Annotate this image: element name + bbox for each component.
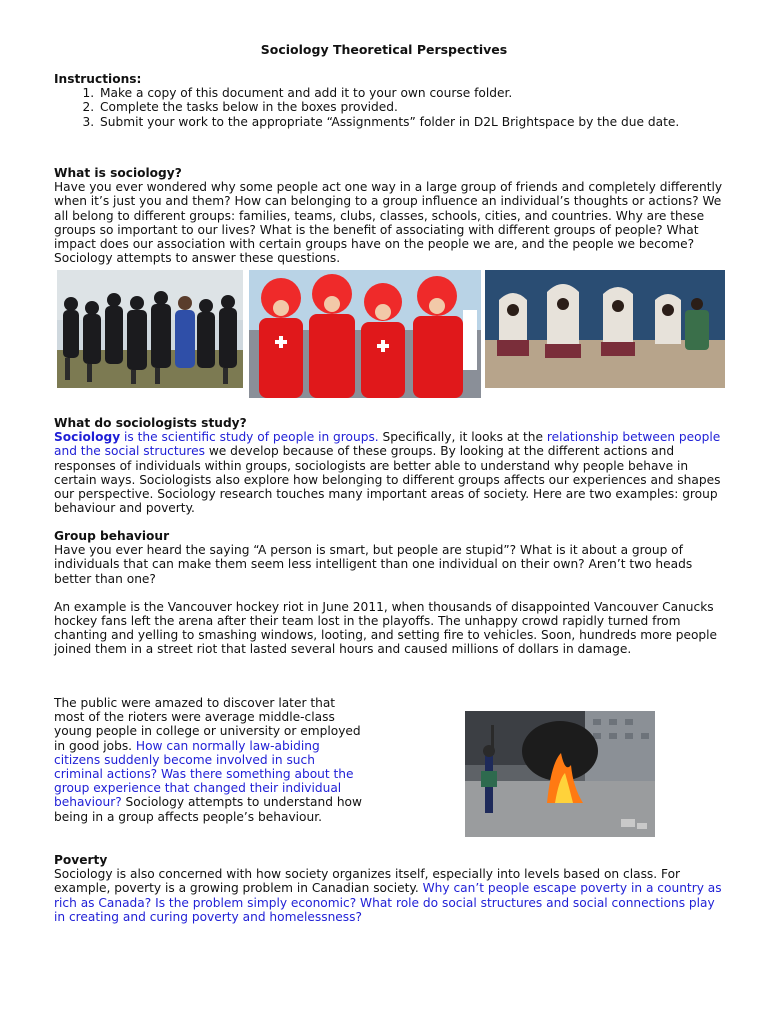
instruction-item: 2. Complete the tasks below in the boxes provided. xyxy=(98,100,726,114)
what-is-sociology-heading: What is sociology? xyxy=(54,166,182,180)
what-do-sociologists-study-section xyxy=(54,416,726,515)
poverty-text xyxy=(54,867,726,924)
seated-women-photo xyxy=(485,270,725,388)
sociology-term: Sociology xyxy=(54,430,121,445)
sociology-definition: is the scientific study of people in groups. xyxy=(120,430,379,445)
group-behaviour-heading: Group behaviour xyxy=(54,529,170,543)
poverty-question: Why can’t people escape poverty in a country as rich as Canada? Is the problem simply economic? What role do social structures and social connections play in creating and curing poverty and homelessness? xyxy=(54,881,722,924)
what-do-sociologists-study-text xyxy=(54,430,726,515)
study-text-part: we develop because of these groups. By looking at the different actions and responses of individuals within groups, sociologists are better able to understand why people behave in certain ways. Sociologists also explore how belonging to different groups affects our experiences and shapes our perspective. Sociology research touches many important areas of society. Here are two examples: group behaviour and poverty. xyxy=(54,444,721,516)
riot-text-start: The public were amazed to discover later that most of the rioters were average middle-class young people in college or university or employed in good jobs. xyxy=(54,696,361,753)
poverty-heading: Poverty xyxy=(54,853,108,867)
group-behaviour-paragraph-2: An example is the Vancouver hockey riot in June 2011, when thousands of disappointed Vancouver Canucks hockey fans left the arena after their team lost in the playoffs. The unhappy crowd rapidly turned from chanting and yelling to smashing windows, looting, and setting fire to vehicles. Soon, hundreds more people joined them in a street riot that lasted several hours and caused millions of dollars in damage. xyxy=(54,599,718,657)
document-title: Sociology Theoretical Perspectives xyxy=(260,42,508,57)
instruction-item: 1. Make a copy of this document and add it to your own course folder. xyxy=(98,86,726,100)
instructions-list xyxy=(54,86,726,129)
riot-question: How can normally law-abiding citizens suddenly become involved in such criminal actions? Was there something about the group experience that changed their individual behaviour? xyxy=(54,738,354,810)
riot-text-end: Sociology attempts to understand how being in a group affects people’s behaviour. xyxy=(54,795,362,824)
group-of-men-photo xyxy=(57,270,243,388)
what-do-sociologists-study-heading: What do sociologists study? xyxy=(54,416,247,430)
what-is-sociology-text: Have you ever wondered why some people act one way in a large group of friends and completely differently when it’s just you and them? How can belonging to a group influence an individual’s thoughts or actions? We all belong to different groups: families, teams, clubs, classes, schools, cities, and countries. Why are these groups so important to our lives? What is the benefit of associating with different groups of people? What impact does our association with certain groups have on the people we are, and the people we become? Sociology attempts to answer these questions. xyxy=(54,180,723,266)
riot-text xyxy=(54,696,364,824)
instructions-section xyxy=(54,72,726,129)
group-behaviour-section xyxy=(54,529,726,657)
relationship-highlight: relationship between people and the social structures xyxy=(54,430,721,459)
poverty-text-start: Sociology is also concerned with how society organizes itself, especially into levels based on class. For example, poverty is a growing problem in Canadian society. xyxy=(54,867,681,896)
instructions-heading: Instructions: xyxy=(54,72,142,86)
group-behaviour-paragraph-1: Have you ever heard the saying “A person is smart, but people are stupid”? What is it about a group of individuals that can make them seem less intelligent than one individual on their own? Aren’t two heads better than one? xyxy=(54,543,693,586)
hockey-riot-photo xyxy=(465,711,655,837)
poverty-section xyxy=(54,853,726,924)
what-is-sociology-section xyxy=(54,166,726,265)
riot-paragraph xyxy=(54,696,364,824)
study-text-part: Specifically, it looks at the xyxy=(378,430,547,445)
instruction-item: 3. Submit your work to the appropriate “Assignments” folder in D2L Brightspace by the due date. xyxy=(98,115,726,129)
red-costume-fans-photo xyxy=(249,270,481,398)
